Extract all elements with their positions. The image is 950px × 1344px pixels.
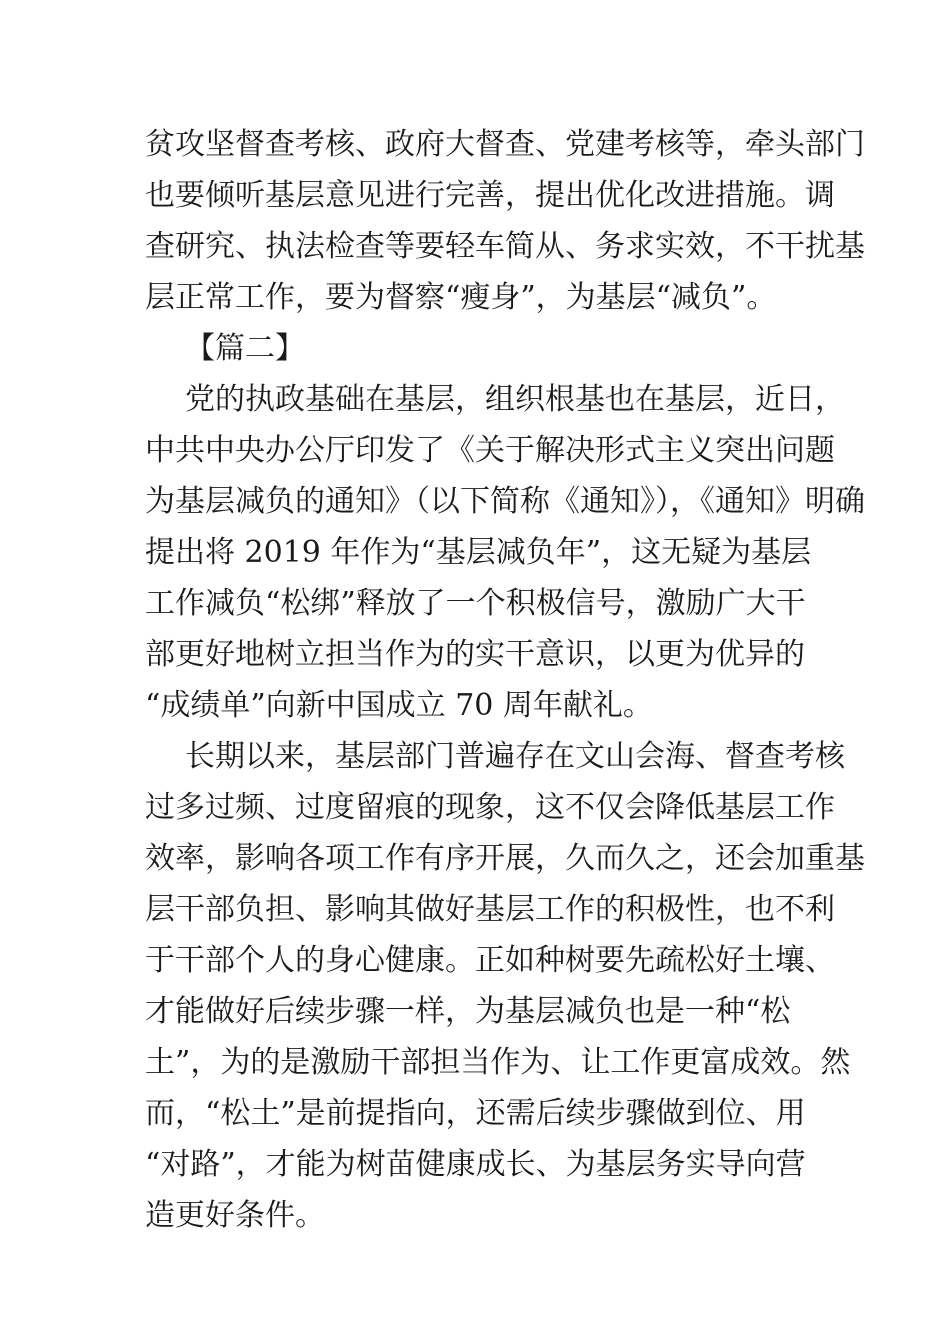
text-line: 贫攻坚督查考核、政府大督查、党建考核等，牵头部门 (145, 127, 865, 162)
text-line: 而，“松土”是前提指向，还需后续步骤做到位、用 (145, 1096, 806, 1131)
text-line: 提出将 2019 年作为“基层减负年”，这无疑为基层 (145, 535, 812, 570)
text-line: 才能做好后续步骤一样，为基层减负也是一种“松 (145, 994, 791, 1029)
text-line: 部更好地树立担当作为的实干意识，以更为优异的 (145, 637, 805, 672)
text-line: 造更好条件。 (145, 1198, 325, 1233)
text-line: 层干部负担、影响其做好基层工作的积极性，也不利 (145, 892, 835, 927)
text-line: “成绩单”向新中国成立 70 周年献礼。 (145, 688, 653, 723)
text-line: 过多过频、过度留痕的现象，这不仅会降低基层工作 (145, 790, 835, 825)
text-line: “对路”，才能为树苗健康成长、为基层务实导向营 (145, 1147, 806, 1182)
paragraph-start-line: 党的执政基础在基层，组织根基也在基层，近日， (185, 382, 845, 417)
text-line: 为基层减负的通知》（以下简称《通知》），《通知》明确 (145, 484, 865, 519)
text-line: 中共中央办公厅印发了《关于解决形式主义突出问题 (145, 433, 835, 468)
text-line: 层正常工作，要为督察“瘦身”，为基层“减负”。 (145, 280, 777, 315)
text-line: 效率，影响各项工作有序开展，久而久之，还会加重基 (145, 841, 865, 876)
section-heading: 【篇二】 (185, 331, 305, 366)
text-line: 查研究、执法检查等要轻车简从、务求实效，不干扰基 (145, 229, 865, 264)
text-line: 也要倾听基层意见进行完善，提出优化改进措施。调 (145, 178, 835, 213)
text-line: 于干部个人的身心健康。正如种树要先疏松好土壤、 (145, 943, 835, 978)
text-line: 工作减负“松绑”释放了一个积极信号，激励广大干 (145, 586, 806, 621)
paragraph-start-line: 长期以来，基层部门普遍存在文山会海、督查考核 (185, 739, 845, 774)
text-line: 土”，为的是激励干部担当作为、让工作更富成效。然 (145, 1045, 851, 1080)
